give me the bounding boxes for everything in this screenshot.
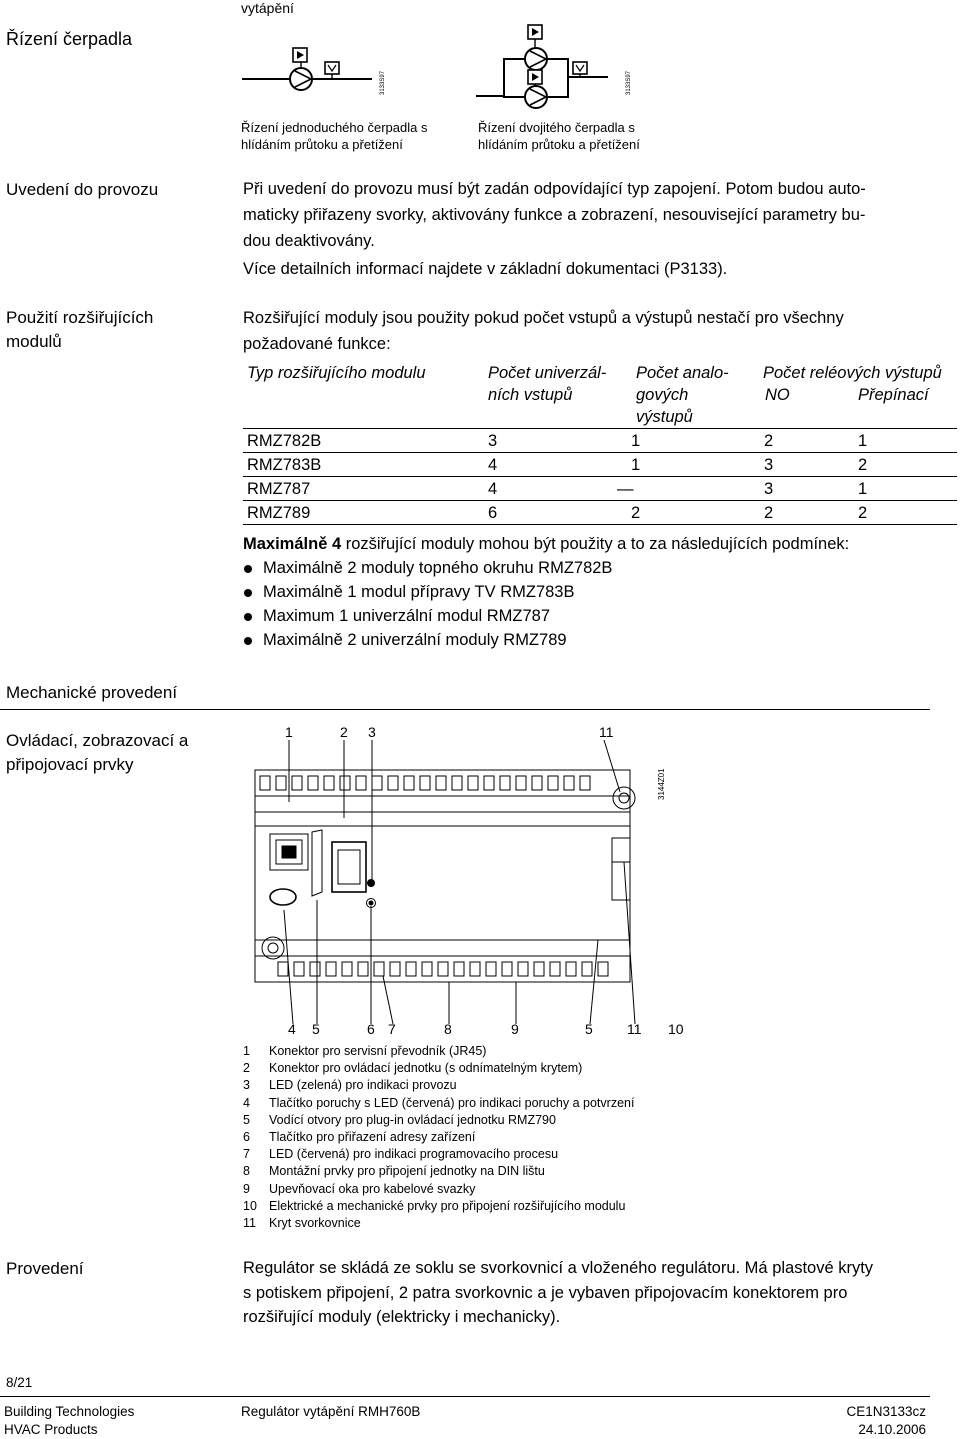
- table-rule-bottom: [243, 524, 957, 525]
- legend-list: [243, 1043, 634, 1232]
- max-modules-bold: Maximálně 4: [243, 535, 342, 553]
- cell-no: 3: [764, 456, 774, 474]
- table-rule: [243, 452, 957, 453]
- callout-4: 4: [288, 1021, 296, 1037]
- max-modules-rest: rozšiřující moduly mohou být použity a to za následujících podmínek:: [341, 535, 850, 553]
- twin-pump-label-2: hlídáním průtoku a přetížení: [478, 137, 640, 152]
- legend-item: [243, 1181, 634, 1198]
- legend-number: 7: [243, 1147, 250, 1162]
- table-row: [247, 478, 947, 502]
- footer-rule: [0, 1396, 930, 1397]
- list-item: Maximálně 2 univerzální moduly RMZ789: [243, 628, 849, 652]
- cell-changeover: 2: [858, 456, 868, 474]
- commissioning-line: Při uvedení do provozu musí být zadán odpovídající typ zapojení. Potom budou auto-: [243, 180, 866, 198]
- legend-text: LED (červená) pro indikaci programovacího procesu: [269, 1147, 559, 1162]
- callout-5: 5: [312, 1021, 320, 1037]
- footer-company: [4, 1403, 134, 1439]
- col-universal-header-1: Počet univerzál-: [488, 364, 607, 382]
- terminal-strip-top: [260, 776, 590, 790]
- legend-text: LED (zelená) pro indikaci provozu: [269, 1078, 457, 1093]
- controls-heading-line: připojovací prvky: [6, 755, 134, 774]
- cell-universal: 4: [488, 480, 498, 498]
- table-row: [247, 430, 947, 454]
- cell-type: RMZ783B: [247, 456, 322, 474]
- col-changeover-header: Přepínací: [858, 386, 929, 404]
- callout-11b: 11: [627, 1021, 642, 1037]
- callout-7: 7: [388, 1021, 396, 1037]
- legend-item: [243, 1095, 634, 1112]
- design-text: [243, 1256, 873, 1330]
- table-rule: [243, 476, 957, 477]
- legend-number: 4: [243, 1095, 250, 1110]
- cell-analog: 1: [631, 456, 641, 474]
- legend-item: [243, 1112, 634, 1129]
- list-item: Maximum 1 univerzální modul RMZ787: [243, 604, 849, 628]
- legend-item: [243, 1146, 634, 1163]
- commissioning-line: maticky přiřazeny svorky, aktivovány funkce a zobrazení, nesouvisející parametry bu-: [243, 206, 866, 224]
- modules-intro-line: Rozšiřující moduly jsou použity pokud počet vstupů a výstupů nestačí pro všechny: [243, 309, 844, 327]
- callout-5b: 5: [585, 1021, 593, 1037]
- callout-8: 8: [444, 1021, 452, 1037]
- callout-6: 6: [367, 1021, 375, 1037]
- legend-item: [243, 1163, 634, 1180]
- table-rule-top: [243, 428, 957, 429]
- legend-text: Tlačítko poruchy s LED (červená) pro indikaci poruchy a potvrzení: [269, 1095, 635, 1110]
- legend-number: 11: [243, 1216, 256, 1231]
- legend-text: Tlačítko pro přiřazení adresy zařízení: [269, 1130, 476, 1145]
- cell-changeover: 1: [858, 480, 868, 498]
- mechanical-rule: [0, 709, 930, 710]
- callout-2: 2: [340, 724, 348, 740]
- max-modules-block: [243, 532, 849, 652]
- mechanical-heading: Mechanické provedení: [6, 683, 178, 702]
- design-line: s potiskem připojení, 2 patra svorkovnic a je vybaven připojovacím konektorem pro: [243, 1283, 848, 1302]
- diagram-code: 3144Z01: [657, 768, 666, 800]
- controls-heading: [6, 729, 188, 777]
- legend-number: 6: [243, 1130, 250, 1145]
- cell-analog: 1: [631, 432, 641, 450]
- pump-schematics: [238, 18, 638, 123]
- legend-number: 2: [243, 1061, 250, 1076]
- legend-number: 1: [243, 1044, 250, 1058]
- legend-text: Kryt svorkovnice: [269, 1216, 361, 1231]
- controller-drawing: [240, 740, 660, 1025]
- legend-text: Konektor pro servisní převodník (JR45): [269, 1044, 487, 1058]
- cell-type: RMZ789: [247, 504, 311, 522]
- cell-analog: —: [617, 480, 634, 498]
- callout-3: 3: [368, 724, 376, 740]
- callout-1: 1: [285, 724, 293, 740]
- cell-type: RMZ787: [247, 480, 311, 498]
- cell-type: RMZ782B: [247, 432, 322, 450]
- controls-heading-line: Ovládací, zobrazovací a: [6, 731, 189, 750]
- modules-heading: [6, 306, 153, 354]
- callout-9: 9: [511, 1021, 519, 1037]
- footer-division: HVAC Products: [4, 1422, 98, 1437]
- cell-changeover: 2: [858, 504, 868, 522]
- list-item: Maximálně 2 moduly topného okruhu RMZ782B: [243, 556, 849, 580]
- commissioning-line: Více detailních informací najdete v základní dokumentaci (P3133).: [243, 260, 728, 278]
- footer-doc-info: [846, 1403, 926, 1439]
- cell-no: 3: [764, 480, 774, 498]
- legend-number: 5: [243, 1112, 250, 1127]
- cell-changeover: 1: [858, 432, 868, 450]
- legend-item: [243, 1077, 634, 1094]
- footer-doc-code: CE1N3133cz: [846, 1404, 926, 1419]
- commissioning-line: dou deaktivovány.: [243, 232, 375, 250]
- col-analog-header-3: výstupů: [636, 408, 693, 426]
- col-type-header: Typ rozšiřujícího modulu: [247, 364, 426, 382]
- legend-text: Upevňovací oka pro kabelové svazky: [269, 1181, 476, 1196]
- cell-universal: 3: [488, 432, 498, 450]
- terminal-strip-bottom: [278, 962, 608, 976]
- design-line: rozšiřující moduly (elektricky i mechanicky).: [243, 1308, 561, 1326]
- legend-text: Vodící otvory pro plug-in ovládací jednotku RMZ790: [269, 1112, 556, 1127]
- table-rule: [243, 500, 957, 501]
- cell-analog: 2: [631, 504, 641, 522]
- legend-text: Konektor pro ovládací jednotku (s odnímatelným krytem): [269, 1061, 583, 1076]
- legend-item: [243, 1043, 634, 1060]
- legend-number: 9: [243, 1181, 250, 1196]
- footer-date: 24.10.2006: [858, 1422, 926, 1437]
- modules-heading-line: Použití rozšiřujících: [6, 308, 154, 327]
- modules-intro-line: požadované funkce:: [243, 335, 391, 353]
- footer-product: Regulátor vytápění RMH760B: [241, 1404, 421, 1419]
- design-heading: Provedení: [6, 1259, 84, 1278]
- twin-pump-schematic: [476, 25, 608, 108]
- cell-no: 2: [764, 504, 774, 522]
- col-analog-header-2: gových: [636, 386, 689, 404]
- legend-text: Elektrické a mechanické prvky pro připojení rozšiřujícího modulu: [269, 1198, 626, 1213]
- legend-item: [243, 1198, 634, 1215]
- list-item: Maximálně 1 modul přípravy TV RMZ783B: [243, 580, 849, 604]
- single-pump-code: 3133S97: [380, 70, 386, 95]
- cell-universal: 6: [488, 504, 498, 522]
- legend-number: 8: [243, 1164, 250, 1179]
- single-pump-label-2: hlídáním průtoku a přetížení: [241, 137, 403, 152]
- legend-item: [243, 1060, 634, 1077]
- commissioning-text: [243, 176, 866, 282]
- cell-universal: 4: [488, 456, 498, 474]
- twin-pump-label-1: Řízení dvojitého čerpadla s: [478, 120, 635, 135]
- max-modules-sentence: [243, 532, 849, 556]
- design-line: Regulátor se skládá ze soklu se svorkovnicí a vloženého regulátoru. Má plastové kryty: [243, 1259, 874, 1277]
- col-no-header: NO: [765, 386, 790, 404]
- legend-number: 3: [243, 1078, 250, 1093]
- twin-pump-code: 3133S97: [626, 70, 632, 95]
- pump-control-heading: Řízení čerpadla: [6, 29, 133, 49]
- callout-10: 10: [668, 1021, 684, 1037]
- page-number: 8/21: [6, 1375, 33, 1390]
- col-universal-header-2: ních vstupů: [488, 386, 573, 404]
- single-pump-schematic: [242, 48, 372, 90]
- legend-item: [243, 1215, 634, 1232]
- table-row: [247, 454, 947, 478]
- single-pump-label-1: Řízení jednoduchého čerpadla s: [241, 120, 428, 135]
- modules-heading-line: modulů: [6, 332, 62, 351]
- cell-no: 2: [764, 432, 774, 450]
- legend-text: Montážní prvky pro připojení jednotky na DIN lištu: [269, 1164, 545, 1179]
- modules-intro: [243, 305, 844, 357]
- footer-company-name: Building Technologies: [4, 1404, 135, 1419]
- col-relay-header: Počet reléových výstupů: [763, 364, 942, 382]
- callout-11: 11: [599, 724, 614, 740]
- top-caption: vytápění: [241, 0, 294, 16]
- legend-number: 10: [243, 1198, 257, 1213]
- commissioning-heading: Uvedení do provozu: [6, 180, 159, 199]
- col-analog-header-1: Počet analo-: [636, 364, 729, 382]
- table-row: [247, 502, 947, 526]
- legend-item: [243, 1129, 634, 1146]
